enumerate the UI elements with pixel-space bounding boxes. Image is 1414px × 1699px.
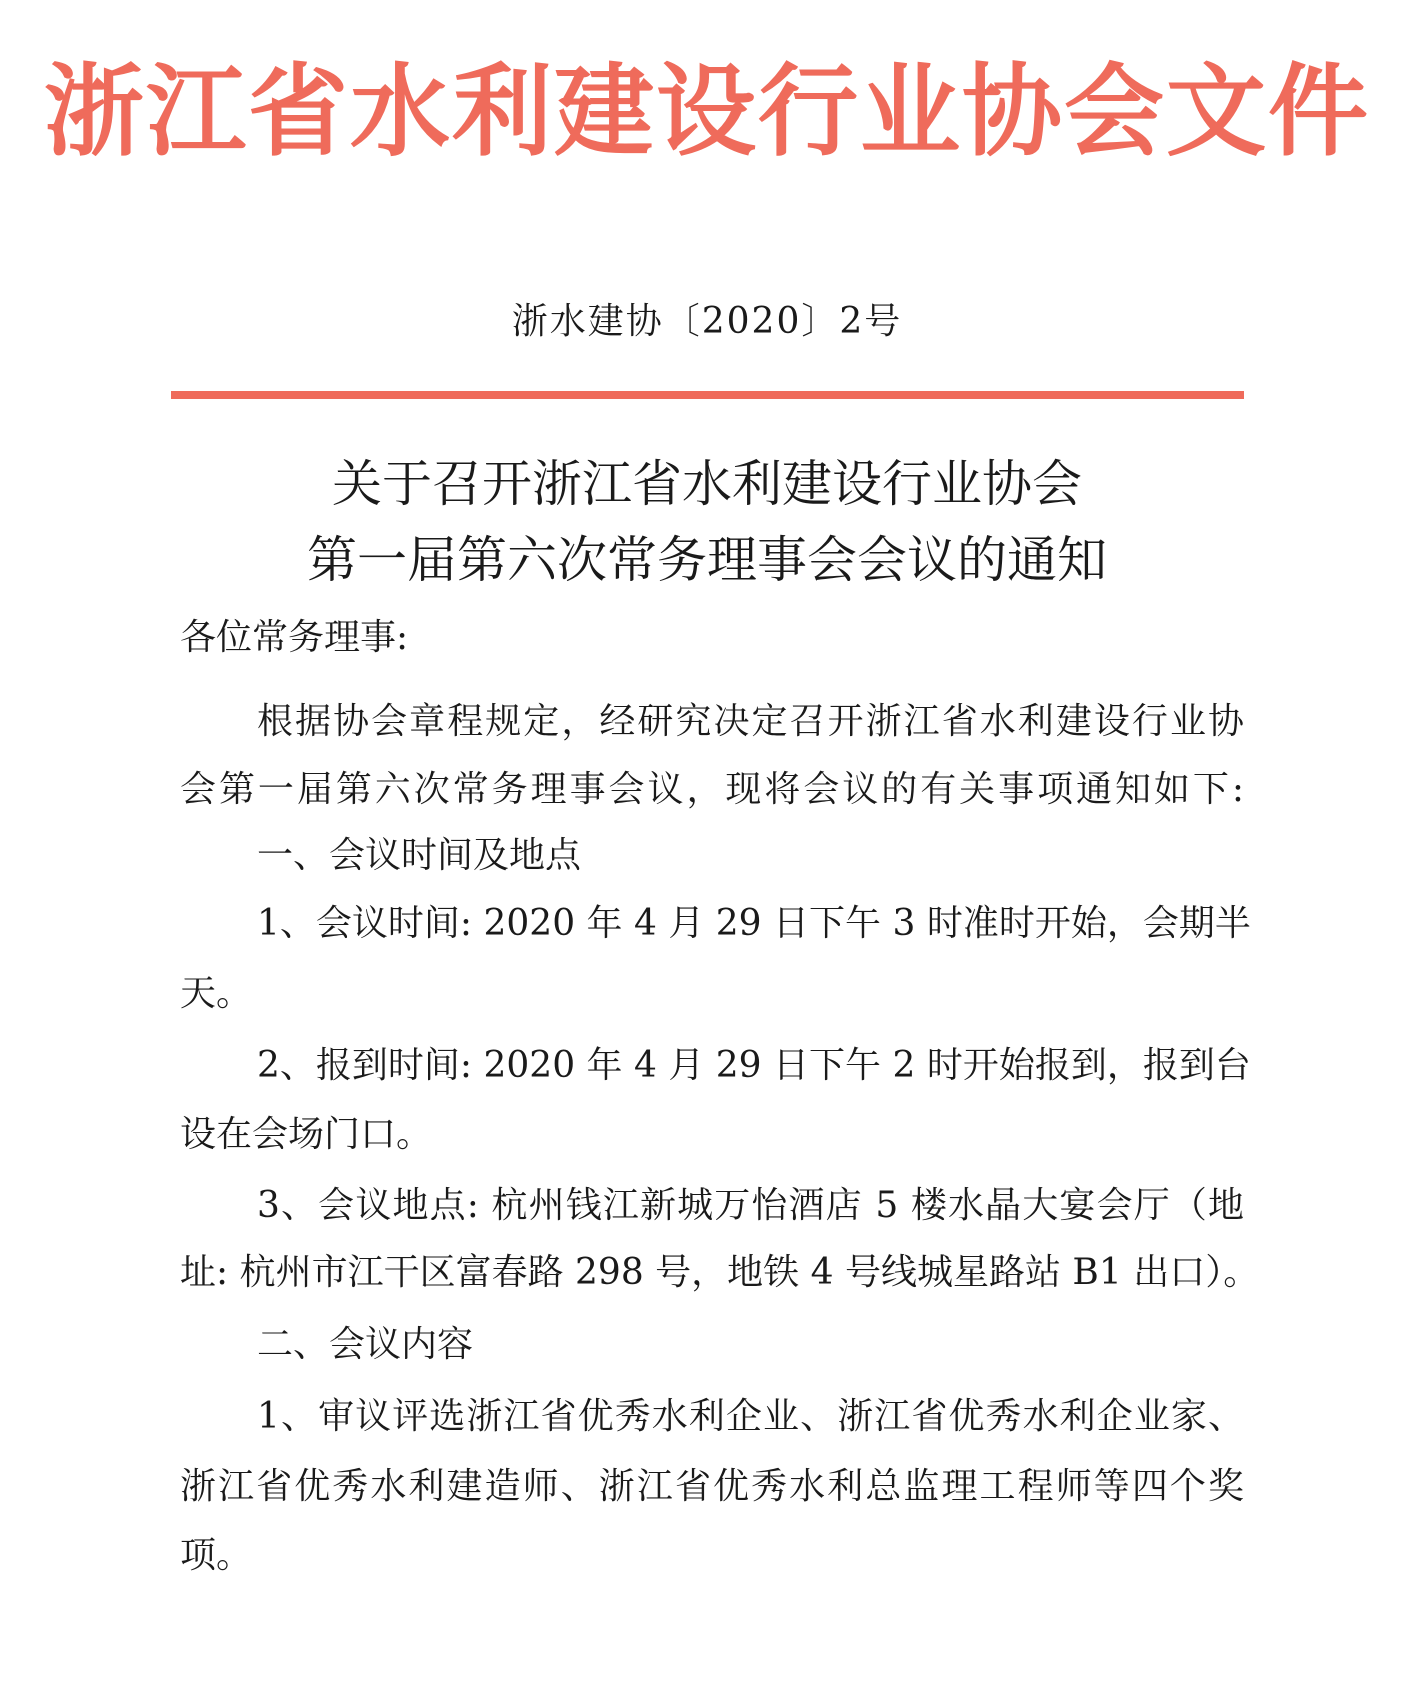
salutation: 各位常务理事: [180, 617, 409, 658]
notice-title-line-1: 关于召开浙江省水利建设行业协会 [332, 455, 1082, 513]
intro-paragraph-line-2: 会第一届第六次常务理事会议，现将会议的有关事项通知如下: [180, 769, 1244, 810]
item-2-line-2: 设在会场门口。 [180, 1114, 433, 1155]
document-number: 浙水建协〔2020〕2号 [511, 301, 903, 342]
intro-paragraph-line-1: 根据协会章程规定，经研究决定召开浙江省水利建设行业协 [257, 701, 1244, 742]
content-1-line-3: 项。 [180, 1535, 253, 1576]
item-2-line-1: 2、报到时间: 2020 年 4 月 29 日下午 2 时开始报到，报到台 [257, 1045, 1251, 1086]
red-separator-line [171, 391, 1244, 399]
notice-title-line-2: 第一届第六次常务理事会会议的通知 [307, 531, 1107, 589]
content-1-line-2: 浙江省优秀水利建造师、浙江省优秀水利总监理工程师等四个奖 [180, 1466, 1244, 1507]
item-3-line-1: 3、会议地点: 杭州钱江新城万怡酒店 5 楼水晶大宴会厅（地 [257, 1185, 1244, 1226]
document-header-title: 浙江省水利建设行业协会文件 [44, 53, 1370, 170]
content-1-line-1: 1、审议评选浙江省优秀水利企业、浙江省优秀水利企业家、 [257, 1396, 1244, 1437]
item-1-line-2: 天。 [180, 973, 253, 1014]
item-3-line-2: 址: 杭州市江干区富春路 298 号，地铁 4 号线城星路站 B1 出口）。 [180, 1252, 1260, 1293]
section-2-heading: 二、会议内容 [257, 1324, 474, 1365]
section-1-heading: 一、会议时间及地点 [257, 835, 582, 876]
item-1-line-1: 1、会议时间: 2020 年 4 月 29 日下午 3 时准时开始，会期半 [257, 903, 1251, 944]
